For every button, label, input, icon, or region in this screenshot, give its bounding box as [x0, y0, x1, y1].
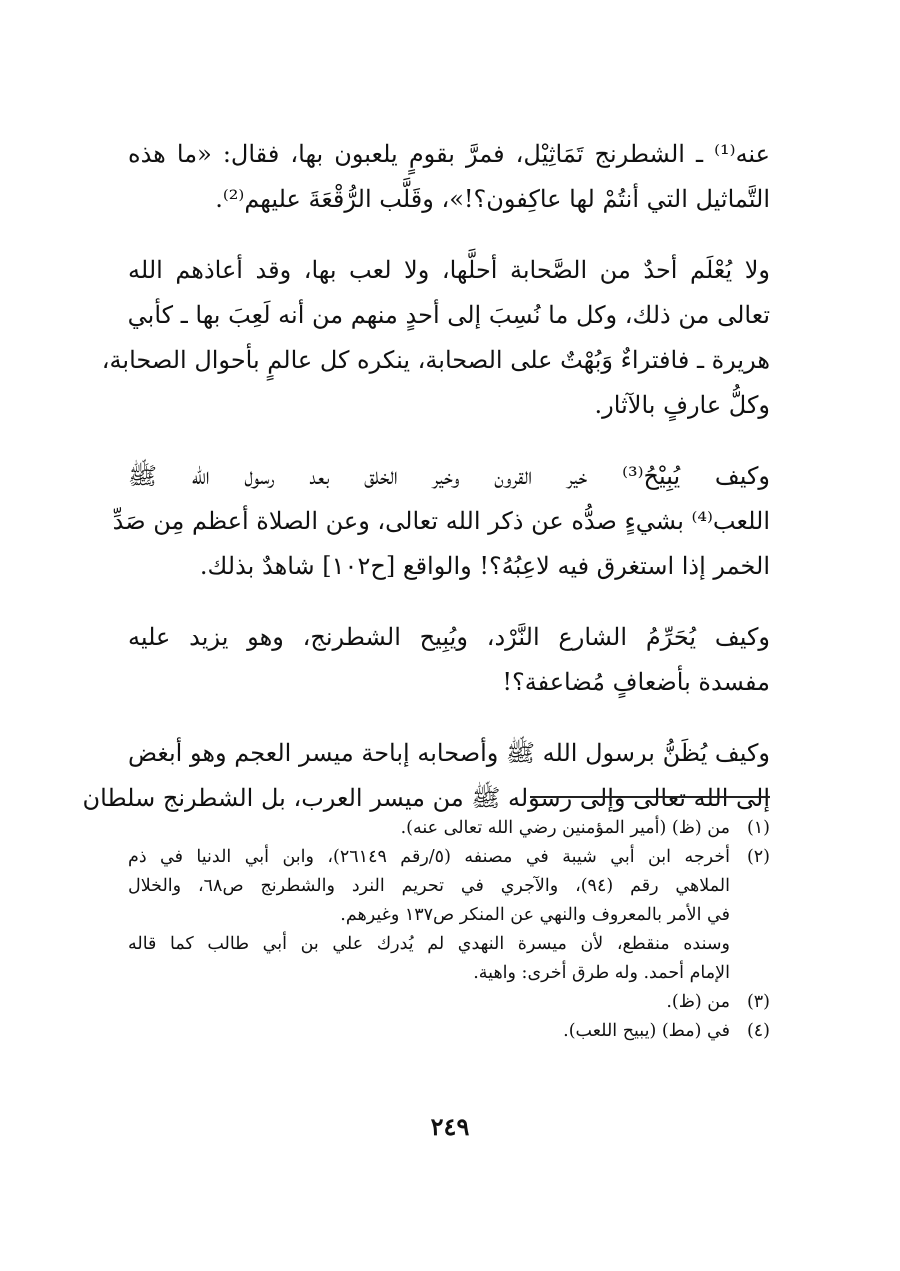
text-line: وكيف يُظَنُّ برسول الله ﷺ وأصحابه إباحة ميسر العجم وهو أبغض: [128, 739, 770, 767]
text-line: مفسدة بأضعافٍ مُضاعفة؟!: [502, 668, 770, 696]
paragraph-4: [128, 615, 770, 705]
text-line: الخمر إذا استغرق فيه لاعِبُهُ؟! والواقع [ح١٠٢] شاهدٌ بذلك.: [199, 552, 770, 580]
paragraph-1: [128, 132, 770, 222]
text-line: تعالى من ذلك، وكل ما نُسِبَ إلى أحدٍ منهم من أنه لَعِبَ بها ـ كأبي: [127, 301, 770, 329]
footnote-2: [128, 843, 770, 930]
footnote-line: من (ظ) (أمير المؤمنين رضي الله تعالى عنه).: [400, 818, 730, 838]
footnote-number: (١): [746, 818, 770, 838]
text-line: إلى الله تعالى وإلى رسوله ﷺ من ميسر العرب، بل الشطرنج سلطان: [82, 784, 770, 812]
footnote-1: [128, 814, 770, 843]
paragraph-3: [112, 454, 770, 589]
footnote-line: الإمام أحمد. وله طرق أخرى: واهية.: [473, 963, 730, 983]
text-line: اللعب⁽⁴⁾ بشيءٍ صدُّه عن ذكر الله تعالى، وعن الصلاة أعظم مِن صَدِّ: [112, 507, 770, 535]
text-line: وكيف يُحَرِّمُ الشارع النَّرْد، ويُبِيح الشطرنج، وهو يزيد عليه: [128, 623, 770, 651]
footnote-text: [128, 1017, 730, 1046]
footnote-line: الملاهي رقم (٩٤)، والآجري في تحريم النرد والشطرنج ص٦٨، والخلال: [128, 876, 730, 896]
footnote-divider: [530, 796, 770, 798]
footnote-line: أخرجه ابن أبي شيبة في مصنفه (٥/رقم ٢٦١٤٩)، وابن أبي الدنيا في ذم: [128, 847, 730, 867]
text-line: التَّماثيل التي أنتُمْ لها عاكِفون؟!»، وقَلَّب الرُّقْعَةَ عليهم⁽²⁾.: [215, 185, 770, 213]
text-line: ولا يُعْلَم أحدٌ من الصَّحابة أحلَّها، ولا لعب بها، وقد أعاذهم الله: [128, 256, 770, 284]
footnote-number: (٣): [746, 992, 770, 1012]
footnote-number: (٤): [746, 1021, 770, 1041]
page-number: ٢٤٩: [430, 1112, 470, 1141]
footnote-line: في الأمر بالمعروف والنهي عن المنكر ص١٣٧ وغيرهم.: [340, 905, 730, 925]
paragraph-2: [101, 248, 770, 428]
footnote-text: [128, 988, 730, 1017]
footnote-4: [128, 1017, 770, 1046]
footnote-text: [128, 843, 730, 930]
footnote-line: من (ظ).: [666, 992, 730, 1012]
footnote-3: [128, 988, 770, 1017]
footnote-text: [128, 814, 730, 843]
paragraph-5: [82, 731, 770, 821]
text-line: وكلُّ عارفٍ بالآثار.: [594, 391, 770, 419]
text-line: وكيف يُبِيْحُ⁽³⁾ خير القرون وخير الخلق بعد رسول الله ﷺ: [128, 462, 770, 490]
footnote-line: وسنده منقطع، لأن ميسرة النهدي لم يُدرك علي بن أبي طالب كما قاله: [128, 934, 730, 954]
footnote-line: في (مط) (يبيح اللعب).: [563, 1021, 730, 1041]
footnotes: [128, 814, 770, 1046]
footnote-2-continuation: [128, 930, 770, 988]
text-line: عنه⁽¹⁾ ـ الشطرنج تَمَاثِيْل، فمرَّ بقومٍ يلعبون بها، فقال: «ما هذه: [128, 140, 770, 168]
text-line: هريرة ـ فافتراءٌ وَبُهْتٌ على الصحابة، ينكره كل عالمٍ بأحوال الصحابة،: [101, 346, 770, 374]
main-text: [82, 132, 770, 847]
footnote-number: (٢): [746, 847, 770, 867]
